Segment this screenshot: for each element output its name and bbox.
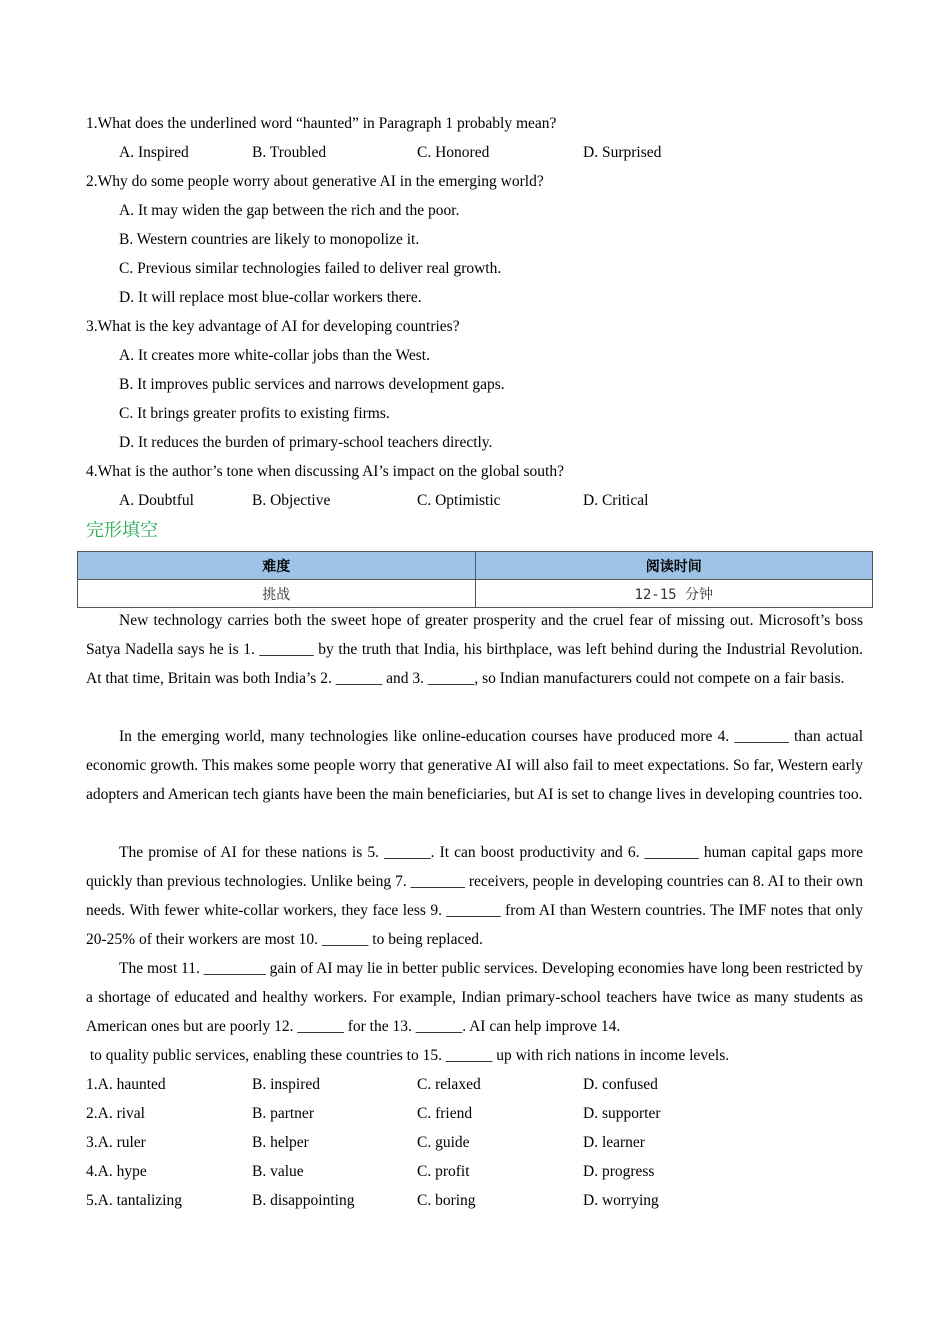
- option-c: C. Previous similar technologies failed to deliver real growth.: [119, 260, 502, 277]
- choice-a: 3.A. ruler: [86, 1134, 146, 1151]
- section-title: 完形填空: [86, 520, 158, 541]
- option-d: D. Critical: [583, 492, 649, 509]
- passage-paragraph-1: New technology carries both the sweet hope of greater prosperity and the cruel fear of missing out. Microsoft’s boss Satya Nadella says he is 1. _______ by the truth that India, his birthplace, was left behind during the Industrial Revolution. At that time, Britain was both India’s 2. ______ and 3. ______, so Indian manufacturers could not compete on a fair basis.: [86, 612, 863, 687]
- question-2: 2.Why do some people worry about generative AI in the emerging world?: [86, 173, 544, 190]
- reading-time-value: 12-15 分钟: [475, 580, 873, 608]
- choice-b: B. partner: [252, 1105, 314, 1122]
- choice-a: 1.A. haunted: [86, 1076, 166, 1093]
- passage-continuation: to quality public services, enabling these countries to 15. ______ up with rich nations in income levels.: [86, 1047, 730, 1064]
- question-4: 4.What is the author’s tone when discussing AI’s impact on the global south?: [86, 463, 564, 480]
- choice-c: C. profit: [417, 1163, 470, 1180]
- option-b: B. It improves public services and narrows development gaps.: [119, 376, 505, 393]
- choice-c: C. guide: [417, 1134, 470, 1151]
- choice-b: B. inspired: [252, 1076, 321, 1093]
- option-d: D. It will replace most blue-collar workers there.: [119, 289, 422, 306]
- table-header-row: [78, 552, 873, 580]
- choice-a: 5.A. tantalizing: [86, 1192, 182, 1209]
- option-c: C. Honored: [417, 144, 490, 161]
- option-a: A. It creates more white-collar jobs than the West.: [119, 347, 430, 364]
- option-c: C. It brings greater profits to existing firms.: [119, 405, 390, 422]
- choice-a: 4.A. hype: [86, 1163, 147, 1180]
- choice-d: D. learner: [583, 1134, 645, 1151]
- choice-d: D. supporter: [583, 1105, 661, 1122]
- choice-row: [86, 1157, 886, 1186]
- choice-c: C. friend: [417, 1105, 473, 1122]
- table-row: [78, 580, 873, 608]
- choice-row: [86, 1070, 886, 1099]
- difficulty-table: [77, 551, 873, 608]
- option-b: B. Western countries are likely to monopolize it.: [119, 231, 420, 248]
- passage-paragraph-4: The most 11. ________ gain of AI may lie in better public services. Developing economies have long been restricted by a shortage of educated and healthy workers. For example, Indian primary-school teachers have twice as many students as American ones but are poorly 12. ______ for the 13. ______. AI can help improve 14.: [86, 960, 863, 1035]
- header-reading-time: 阅读时间: [475, 552, 873, 580]
- difficulty-value: 挑战: [78, 580, 476, 608]
- choice-row: [86, 1186, 886, 1215]
- passage-paragraph-3: The promise of AI for these nations is 5. ______. It can boost productivity and 6. _______ human capital gaps more quickly than previous technologies. Unlike being 7. _______ receivers, people in developing countries can 8. AI to their own needs. With fewer white-collar workers, they face less 9. _______ from AI than Western countries. The IMF notes that only 20-25% of their workers are most 10. ______ to being replaced.: [86, 844, 863, 948]
- choice-b: B. disappointing: [252, 1192, 355, 1209]
- choice-b: B. helper: [252, 1134, 309, 1151]
- question-1-options: [86, 138, 886, 167]
- option-a: A. It may widen the gap between the rich and the poor.: [119, 202, 460, 219]
- choice-c: C. boring: [417, 1192, 476, 1209]
- option-a: A. Inspired: [119, 144, 189, 161]
- choice-c: C. relaxed: [417, 1076, 481, 1093]
- choice-d: D. progress: [583, 1163, 655, 1180]
- question-4-options: [86, 486, 886, 515]
- header-difficulty: 难度: [78, 552, 476, 580]
- option-b: B. Objective: [252, 492, 331, 509]
- option-d: D. Surprised: [583, 144, 662, 161]
- choice-d: D. worrying: [583, 1192, 659, 1209]
- choice-d: D. confused: [583, 1076, 658, 1093]
- question-3: 3.What is the key advantage of AI for developing countries?: [86, 318, 460, 335]
- passage-paragraph-2: In the emerging world, many technologies like online-education courses have produced more 4. _______ than actual economic growth. This makes some people worry that generative AI will also fail to meet expectations. So far, Western early adopters and American tech giants have been the main beneficiaries, but AI is set to change lives in developing countries too.: [86, 728, 863, 803]
- option-a: A. Doubtful: [119, 492, 194, 509]
- choice-b: B. value: [252, 1163, 304, 1180]
- choice-row: [86, 1099, 886, 1128]
- option-b: B. Troubled: [252, 144, 327, 161]
- choice-row: [86, 1128, 886, 1157]
- option-c: C. Optimistic: [417, 492, 501, 509]
- question-1: 1.What does the underlined word “haunted” in Paragraph 1 probably mean?: [86, 115, 557, 132]
- choice-a: 2.A. rival: [86, 1105, 145, 1122]
- option-d: D. It reduces the burden of primary-school teachers directly.: [119, 434, 493, 451]
